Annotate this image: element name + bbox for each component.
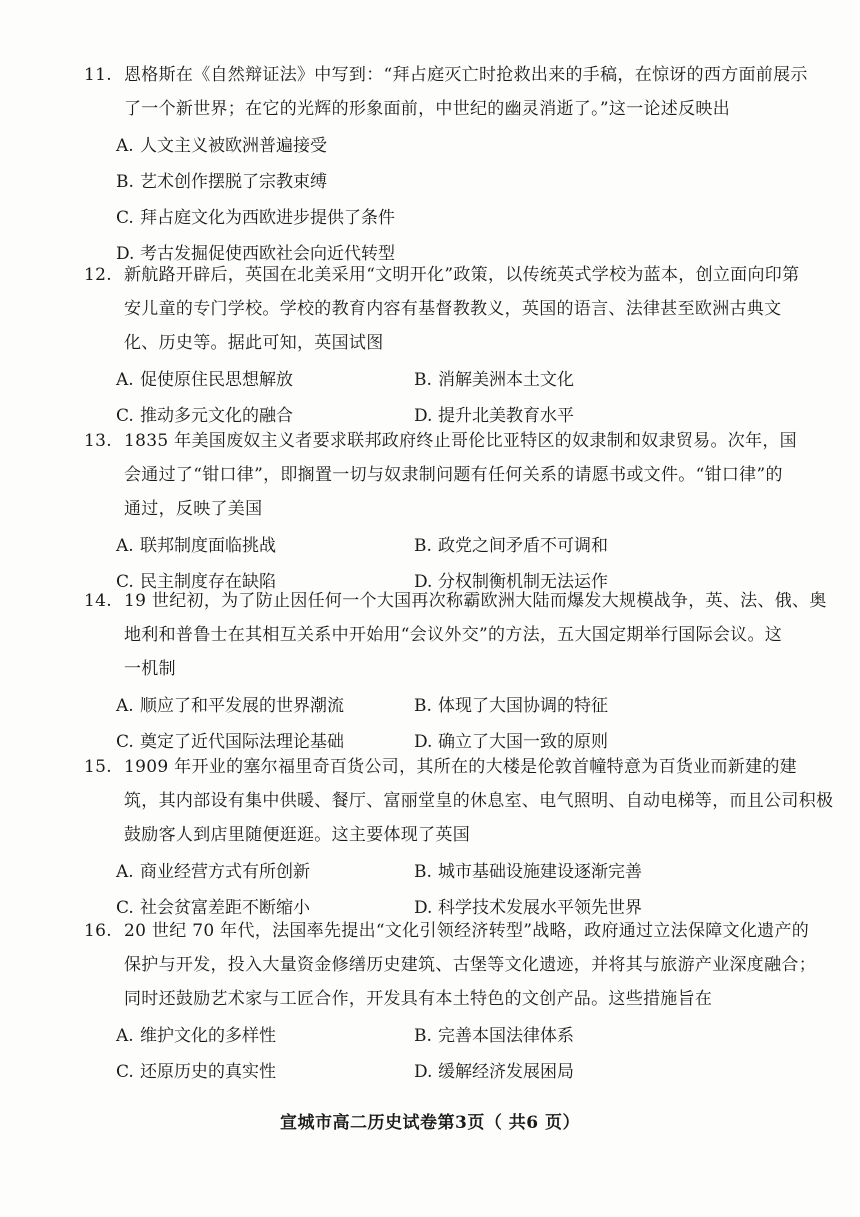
question-16 <box>84 914 824 1090</box>
question-stem-line: 16. 20 世纪 70 年代，法国率先提出“文化引领经济转型”战略，政府通过立法保障文化遗产的 <box>84 914 824 948</box>
question-stem-line: 化、历史等。据此可知，英国试图 <box>124 333 384 353</box>
question-14 <box>84 584 827 760</box>
option-c: C. 拜占庭文化为西欧进步提供了条件 <box>116 208 395 228</box>
question-stem-line: 通过，反映了美国 <box>124 499 263 519</box>
option-b: B. 艺术创作摆脱了宗教束缚 <box>116 172 327 192</box>
question-13 <box>84 424 824 600</box>
question-stem-line: 了一个新世界；在它的光辉的形象面前，中世纪的幽灵消逝了。”这一论述反映出 <box>124 99 730 119</box>
question-stem-line: 11. 恩格斯在《自然辩证法》中写到：“拜占庭灭亡时抢救出来的手稿，在惊讶的西方面前展示 <box>84 58 824 92</box>
question-stem-line: 12. 新航路开辟后，英国在北美采用“文明开化”政策，以传统英式学校为蓝本，创立面向印第 <box>84 258 824 292</box>
question-stem-line: 保护与开发，投入大量资金修缮历史建筑、古堡等文化遗迹，并将其与旅游产业深度融合； <box>124 955 816 975</box>
question-number: 11. <box>84 65 112 85</box>
question-stem-line: 13. 1835 年美国废奴主义者要求联邦政府终止哥伦比亚特区的奴隶制和奴隶贸易。次年，国 <box>84 424 824 458</box>
question-stem-line: 15. 1909 年开业的塞尔福里奇百货公司，其所在的大楼是伦敦首幢特意为百货业而新建的建 <box>84 750 824 784</box>
option-c: C. 奠定了近代国际法理论基础 <box>116 732 344 752</box>
option-c: C. 社会贫富差距不断缩小 <box>116 898 310 918</box>
option-d: D. 分权制衡机制无法运作 <box>414 572 608 592</box>
option-d: D. 科学技术发展水平领先世界 <box>414 898 642 918</box>
question-12 <box>84 258 824 434</box>
question-stem-line: 筑，其内部设有集中供暖、餐厅、富丽堂皇的休息室、电气照明、自动电梯等，而且公司积极 <box>124 791 834 811</box>
question-stem-line: 会通过了“钳口律”，即搁置一切与奴隶制问题有任何关系的请愿书或文件。“钳口律”的 <box>124 465 783 485</box>
option-d: D. 考古发掘促使西欧社会向近代转型 <box>116 244 395 264</box>
question-number: 15. <box>84 757 112 777</box>
option-c: C. 推动多元文化的融合 <box>116 406 293 426</box>
option-b: B. 体现了大国协调的特征 <box>414 696 608 716</box>
question-stem-line: 14. 19 世纪初，为了防止因任何一个大国再次称霸欧洲大陆而爆发大规模战争，英、法、俄、奥 <box>84 584 824 618</box>
option-a: A. 顺应了和平发展的世界潮流 <box>116 696 344 716</box>
option-d: D. 确立了大国一致的原则 <box>414 732 608 752</box>
option-c: C. 还原历史的真实性 <box>116 1062 276 1082</box>
page-footer: 宣城市高二历史试卷第3页（ 共6 页） <box>280 1113 580 1133</box>
option-a: A. 维护文化的多样性 <box>116 1026 276 1046</box>
question-number: 14. <box>84 591 112 611</box>
question-stem-line: 地利和普鲁士在其相互关系中开始用“会议外交”的方法，五大国定期举行国际会议。这 <box>124 625 783 645</box>
question-stem-line: 同时还鼓励艺术家与工匠合作，开发具有本土特色的文创产品。这些措施旨在 <box>124 989 713 1009</box>
option-b: B. 完善本国法律体系 <box>414 1026 574 1046</box>
question-11 <box>84 58 824 272</box>
question-number: 12. <box>84 265 112 285</box>
question-stem-line: 鼓励客人到店里随便逛逛。这主要体现了英国 <box>124 825 470 845</box>
option-a: A. 人文主义被欧洲普遍接受 <box>116 136 327 156</box>
option-d: D. 缓解经济发展困局 <box>414 1062 574 1082</box>
question-number: 13. <box>84 431 112 451</box>
question-stem-line: 一机制 <box>124 659 176 679</box>
options <box>116 128 824 272</box>
option-b: B. 政党之间矛盾不可调和 <box>414 536 608 556</box>
option-a: A. 促使原住民思想解放 <box>116 370 293 390</box>
option-b: B. 消解美洲本土文化 <box>414 370 574 390</box>
question-stem-line: 安儿童的专门学校。学校的教育内容有基督教教义，英国的语言、法律甚至欧洲古典文 <box>124 299 782 319</box>
question-number: 16. <box>84 921 112 941</box>
option-c: C. 民主制度存在缺陷 <box>116 572 276 592</box>
options <box>116 1018 824 1090</box>
option-d: D. 提升北美教育水平 <box>414 406 574 426</box>
option-b: B. 城市基础设施建设逐渐完善 <box>414 862 642 882</box>
option-a: A. 商业经营方式有所创新 <box>116 862 310 882</box>
option-a: A. 联邦制度面临挑战 <box>116 536 276 556</box>
question-15 <box>84 750 834 926</box>
